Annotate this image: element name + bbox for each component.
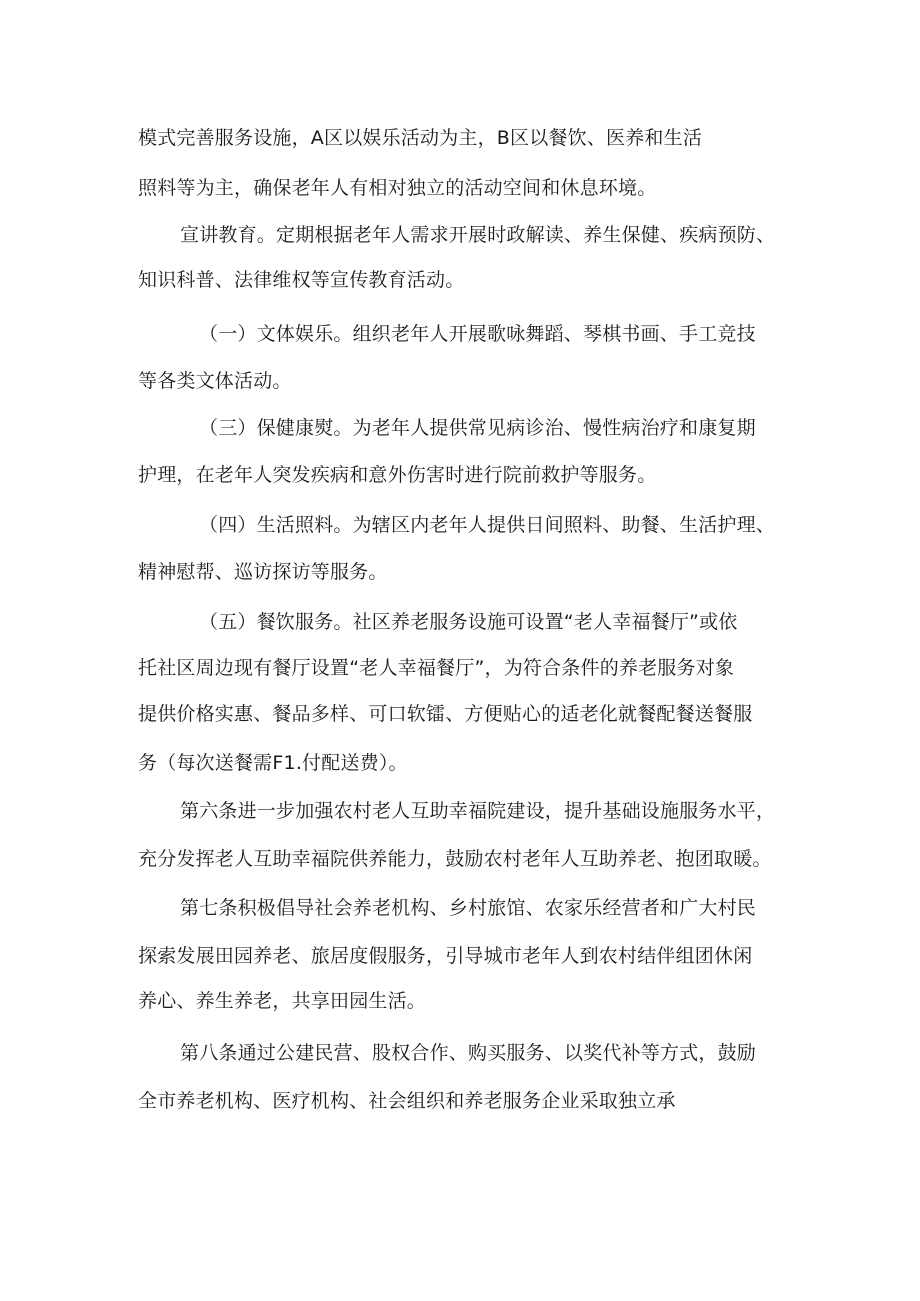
text-line: 护理，在老年人突发疾病和意外伤害时进行院前救护等服务。 bbox=[138, 464, 657, 486]
text-line: 全市养老机构、医疗机构、社会组织和养老服务企业采取独立承 bbox=[138, 1090, 676, 1112]
text-line: 精神慰帮、巡访探访等服务。 bbox=[138, 561, 388, 583]
text-line: 探索发展田园养老、旅居度假服务，引导城市老年人到农村结伴组团休闲 bbox=[138, 945, 753, 967]
text-line: 知识科普、法律维权等宣传教育活动。 bbox=[138, 269, 465, 291]
text-line: 照料等为主，确保老年人有相对独立的活动空间和休息环境。 bbox=[138, 177, 657, 199]
text-line: 模式完善服务设施，A区以娱乐活动为主，B区以餐饮、医养和生活 bbox=[138, 127, 703, 149]
text-line: （一）文体娱乐。组织老年人开展歌咏舞蹈、琴棋书画、手工竞技 bbox=[199, 323, 756, 345]
text-line: 第六条进一步加强农村老人互助幸福院建设，提升基础设施服务水平， bbox=[180, 800, 776, 822]
text-line: （三）保健康熨。为老年人提供常见病诊治、慢性病治疗和康复期 bbox=[199, 417, 756, 439]
text-line: （五）餐饮服务。社区养老服务设施可设置“老人幸福餐厅”或依 bbox=[199, 611, 738, 633]
text-line: 宣讲教育。定期根据老年人需求开展时政解读、养生保健、疾病预防、 bbox=[180, 224, 776, 246]
text-line: 务（每次送餐需F1.付配送费）。 bbox=[138, 752, 408, 774]
text-line: 充分发挥老人互助幸福院供养能力，鼓励农村老年人互助养老、抱团取暖。 bbox=[138, 848, 772, 870]
text-line: 等各类文体活动。 bbox=[138, 370, 292, 392]
text-line: （四）生活照料。为辖区内老年人提供日间照料、助餐、生活护理、 bbox=[199, 514, 776, 536]
text-line: 第八条通过公建民营、股权合作、购买服务、以奖代补等方式，鼓励 bbox=[180, 1042, 757, 1064]
text-line: 托社区周边现有餐厅设置“老人幸福餐厅”，为符合条件的养老服务对象 bbox=[138, 657, 735, 679]
text-line: 第七条积极倡导社会养老机构、乡村旅馆、农家乐经营者和广大村民 bbox=[180, 897, 757, 919]
text-line: 提供价格实惠、餐品多样、可口软镭、方便贴心的适老化就餐配餐送餐服 bbox=[138, 703, 753, 725]
text-line: 养心、养生养老，共享田园生活。 bbox=[138, 990, 427, 1012]
